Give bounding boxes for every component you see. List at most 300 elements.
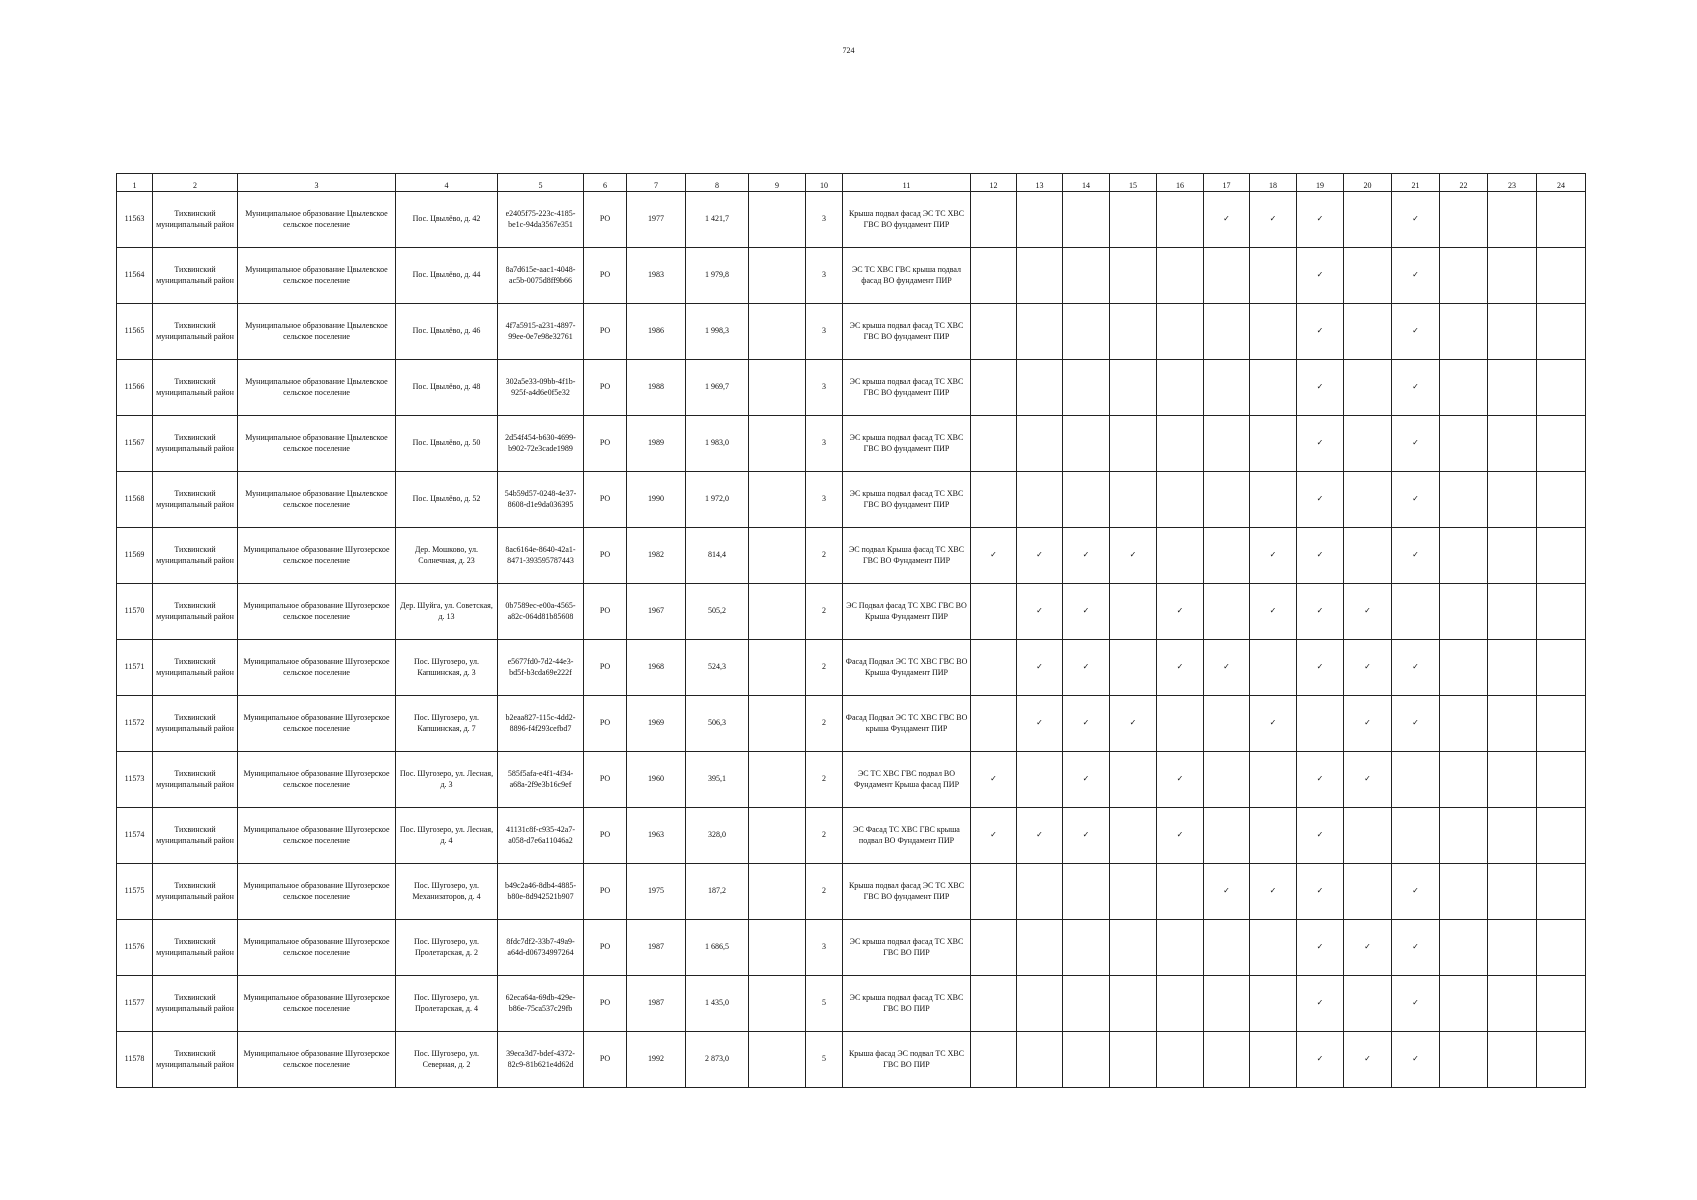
year-cell: 1986 <box>627 304 686 360</box>
empty-check-cell <box>971 976 1017 1032</box>
empty-check-cell <box>1110 360 1157 416</box>
district-cell: Тихвинский муниципальный район <box>153 472 238 528</box>
empty-check-cell <box>1440 416 1488 472</box>
table-row <box>117 864 1586 920</box>
table-row <box>117 920 1586 976</box>
district-cell: Тихвинский муниципальный район <box>153 696 238 752</box>
guid-cell: 62eca64a-69db-429e-b86e-75ca537c29fb <box>498 976 584 1032</box>
empty-check-cell <box>971 920 1017 976</box>
check-mark-icon: ✓ <box>1297 640 1344 696</box>
type-cell: РО <box>584 864 627 920</box>
empty-check-cell <box>1110 248 1157 304</box>
empty-check-cell <box>1440 864 1488 920</box>
district-cell: Тихвинский муниципальный район <box>153 976 238 1032</box>
check-mark-icon: ✓ <box>1063 752 1110 808</box>
empty-check-cell <box>1110 808 1157 864</box>
floors-cell: 3 <box>806 472 843 528</box>
municipality-cell: Муниципальное образование Шугозерское сельское поселение <box>238 1032 396 1088</box>
guid-cell: b49c2a46-8db4-4885-b80e-8d942521b907 <box>498 864 584 920</box>
empty-check-cell <box>1297 696 1344 752</box>
empty-check-cell <box>1440 808 1488 864</box>
address-cell: Пос. Шугозеро, ул. Механизаторов, д. 4 <box>396 864 498 920</box>
row-number: 11572 <box>117 696 153 752</box>
empty-check-cell <box>1204 920 1250 976</box>
address-cell: Пос. Цвылёво, д. 52 <box>396 472 498 528</box>
empty-check-cell <box>1063 976 1110 1032</box>
address-cell: Пос. Цвылёво, д. 46 <box>396 304 498 360</box>
empty-check-cell <box>1017 192 1063 248</box>
empty-check-cell <box>1440 640 1488 696</box>
empty-check-cell <box>1537 528 1586 584</box>
year-cell: 1982 <box>627 528 686 584</box>
table-row <box>117 192 1586 248</box>
column-number: 23 <box>1488 174 1537 192</box>
empty-check-cell <box>1157 192 1204 248</box>
area-cell: 1 983,0 <box>686 416 749 472</box>
empty-check-cell <box>1537 192 1586 248</box>
empty-check-cell <box>1250 976 1297 1032</box>
table-row <box>117 360 1586 416</box>
empty-check-cell <box>1392 808 1440 864</box>
empty-check-cell <box>971 1032 1017 1088</box>
address-cell: Пос. Шугозеро, ул. Северная, д. 2 <box>396 1032 498 1088</box>
guid-cell: 54b59d57-0248-4e37-8608-d1e9da036395 <box>498 472 584 528</box>
area-cell: 187,2 <box>686 864 749 920</box>
check-mark-icon: ✓ <box>1063 584 1110 640</box>
empty-check-cell <box>1017 472 1063 528</box>
floors-cell: 2 <box>806 864 843 920</box>
empty-check-cell <box>1488 752 1537 808</box>
guid-cell: e2405f75-223c-4185-be1c-94da3567e351 <box>498 192 584 248</box>
empty-check-cell <box>1250 640 1297 696</box>
district-cell: Тихвинский муниципальный район <box>153 248 238 304</box>
year-cell: 1990 <box>627 472 686 528</box>
floors-cell: 3 <box>806 192 843 248</box>
column-number: 18 <box>1250 174 1297 192</box>
type-cell: РО <box>584 752 627 808</box>
type-cell: РО <box>584 472 627 528</box>
empty-check-cell <box>1157 416 1204 472</box>
empty-check-cell <box>1110 584 1157 640</box>
district-cell: Тихвинский муниципальный район <box>153 304 238 360</box>
municipality-cell: Муниципальное образование Шугозерское сельское поселение <box>238 864 396 920</box>
empty-check-cell <box>1017 752 1063 808</box>
row-number: 11565 <box>117 304 153 360</box>
guid-cell: 2d54f454-b630-4699-b902-72e3cade1989 <box>498 416 584 472</box>
check-mark-icon: ✓ <box>1392 640 1440 696</box>
empty-check-cell <box>971 696 1017 752</box>
check-mark-icon: ✓ <box>1297 808 1344 864</box>
check-mark-icon: ✓ <box>1344 640 1392 696</box>
area-cell: 506,3 <box>686 696 749 752</box>
check-mark-icon: ✓ <box>971 528 1017 584</box>
empty-check-cell <box>1488 808 1537 864</box>
empty-check-cell <box>1110 416 1157 472</box>
check-mark-icon: ✓ <box>1157 808 1204 864</box>
check-mark-icon: ✓ <box>1250 864 1297 920</box>
page-number: 724 <box>842 46 855 55</box>
row-number: 11563 <box>117 192 153 248</box>
col9-cell <box>749 360 806 416</box>
empty-check-cell <box>1017 976 1063 1032</box>
address-cell: Дер. Шуйга, ул. Советская, д. 13 <box>396 584 498 640</box>
empty-check-cell <box>1440 1032 1488 1088</box>
floors-cell: 2 <box>806 584 843 640</box>
empty-check-cell <box>1157 864 1204 920</box>
col9-cell <box>749 864 806 920</box>
address-cell: Пос. Шугозеро, ул. Пролетарская, д. 4 <box>396 976 498 1032</box>
floors-cell: 5 <box>806 1032 843 1088</box>
row-number: 11575 <box>117 864 153 920</box>
empty-check-cell <box>971 248 1017 304</box>
empty-check-cell <box>1488 920 1537 976</box>
check-mark-icon: ✓ <box>1297 360 1344 416</box>
col9-cell <box>749 976 806 1032</box>
check-mark-icon: ✓ <box>1250 528 1297 584</box>
check-mark-icon: ✓ <box>1017 584 1063 640</box>
empty-check-cell <box>1204 976 1250 1032</box>
check-mark-icon: ✓ <box>1297 472 1344 528</box>
check-mark-icon: ✓ <box>1297 304 1344 360</box>
works-cell: Крыша подвал фасад ЭС ТС ХВС ГВС ВО фундамент ПИР <box>843 192 971 248</box>
empty-check-cell <box>1488 584 1537 640</box>
empty-check-cell <box>1440 920 1488 976</box>
column-number: 24 <box>1537 174 1586 192</box>
empty-check-cell <box>1488 528 1537 584</box>
guid-cell: 41131c8f-c935-42a7-a058-d7e6a11046a2 <box>498 808 584 864</box>
works-cell: ЭС крыша подвал фасад ТС ХВС ГВС ВО ПИР <box>843 976 971 1032</box>
check-mark-icon: ✓ <box>1297 976 1344 1032</box>
address-cell: Пос. Цвылёво, д. 50 <box>396 416 498 472</box>
empty-check-cell <box>1017 864 1063 920</box>
column-number: 10 <box>806 174 843 192</box>
empty-check-cell <box>1063 472 1110 528</box>
empty-check-cell <box>1250 416 1297 472</box>
empty-check-cell <box>1537 976 1586 1032</box>
year-cell: 1987 <box>627 920 686 976</box>
guid-cell: 8fdc7df2-33b7-49a9-a64d-d06734997264 <box>498 920 584 976</box>
empty-check-cell <box>1204 416 1250 472</box>
empty-check-cell <box>1157 696 1204 752</box>
empty-check-cell <box>1488 472 1537 528</box>
empty-check-cell <box>1110 920 1157 976</box>
empty-check-cell <box>1537 864 1586 920</box>
empty-check-cell <box>1017 304 1063 360</box>
column-number: 16 <box>1157 174 1204 192</box>
empty-check-cell <box>1537 360 1586 416</box>
empty-check-cell <box>1063 360 1110 416</box>
empty-check-cell <box>1440 248 1488 304</box>
works-cell: ЭС крыша подвал фасад ТС ХВС ГВС ВО фундамент ПИР <box>843 416 971 472</box>
empty-check-cell <box>1537 304 1586 360</box>
table-row <box>117 304 1586 360</box>
empty-check-cell <box>1344 528 1392 584</box>
check-mark-icon: ✓ <box>1017 808 1063 864</box>
district-cell: Тихвинский муниципальный район <box>153 808 238 864</box>
floors-cell: 2 <box>806 752 843 808</box>
empty-check-cell <box>1204 304 1250 360</box>
floors-cell: 3 <box>806 248 843 304</box>
empty-check-cell <box>971 584 1017 640</box>
year-cell: 1992 <box>627 1032 686 1088</box>
area-cell: 505,2 <box>686 584 749 640</box>
guid-cell: 39eca3d7-bdef-4372-82c9-81b621e4d62d <box>498 1032 584 1088</box>
column-number: 7 <box>627 174 686 192</box>
type-cell: РО <box>584 584 627 640</box>
check-mark-icon: ✓ <box>1250 192 1297 248</box>
empty-check-cell <box>971 360 1017 416</box>
check-mark-icon: ✓ <box>1250 696 1297 752</box>
col9-cell <box>749 640 806 696</box>
col9-cell <box>749 584 806 640</box>
row-number: 11564 <box>117 248 153 304</box>
check-mark-icon: ✓ <box>1392 528 1440 584</box>
floors-cell: 2 <box>806 528 843 584</box>
empty-check-cell <box>1017 1032 1063 1088</box>
works-cell: Крыша подвал фасад ЭС ТС ХВС ГВС ВО фундамент ПИР <box>843 864 971 920</box>
year-cell: 1967 <box>627 584 686 640</box>
empty-check-cell <box>1537 1032 1586 1088</box>
empty-check-cell <box>1204 528 1250 584</box>
column-number: 12 <box>971 174 1017 192</box>
empty-check-cell <box>971 304 1017 360</box>
check-mark-icon: ✓ <box>1297 584 1344 640</box>
column-number: 5 <box>498 174 584 192</box>
empty-check-cell <box>1250 1032 1297 1088</box>
municipality-cell: Муниципальное образование Шугозерское сельское поселение <box>238 584 396 640</box>
empty-check-cell <box>971 640 1017 696</box>
empty-check-cell <box>1110 1032 1157 1088</box>
check-mark-icon: ✓ <box>1204 192 1250 248</box>
empty-check-cell <box>1157 528 1204 584</box>
works-cell: ЭС ТС ХВС ГВС крыша подвал фасад ВО фундамент ПИР <box>843 248 971 304</box>
district-cell: Тихвинский муниципальный район <box>153 192 238 248</box>
column-number: 2 <box>153 174 238 192</box>
municipality-cell: Муниципальное образование Цвылевское сельское поселение <box>238 192 396 248</box>
district-cell: Тихвинский муниципальный район <box>153 752 238 808</box>
check-mark-icon: ✓ <box>1297 864 1344 920</box>
check-mark-icon: ✓ <box>1392 864 1440 920</box>
guid-cell: e5677fd0-7d2-44e3-bd5f-b3cda69e222f <box>498 640 584 696</box>
check-mark-icon: ✓ <box>971 752 1017 808</box>
empty-check-cell <box>1250 304 1297 360</box>
floors-cell: 3 <box>806 360 843 416</box>
district-cell: Тихвинский муниципальный район <box>153 584 238 640</box>
empty-check-cell <box>1250 360 1297 416</box>
check-mark-icon: ✓ <box>1250 584 1297 640</box>
year-cell: 1983 <box>627 248 686 304</box>
type-cell: РО <box>584 528 627 584</box>
year-cell: 1977 <box>627 192 686 248</box>
empty-check-cell <box>1344 864 1392 920</box>
floors-cell: 3 <box>806 416 843 472</box>
guid-cell: 302a5e33-09bb-4f1b-925f-a4d6e0f5e32 <box>498 360 584 416</box>
empty-check-cell <box>1157 472 1204 528</box>
check-mark-icon: ✓ <box>1392 472 1440 528</box>
district-cell: Тихвинский муниципальный район <box>153 528 238 584</box>
empty-check-cell <box>1344 192 1392 248</box>
empty-check-cell <box>1344 360 1392 416</box>
empty-check-cell <box>1344 976 1392 1032</box>
check-mark-icon: ✓ <box>1392 696 1440 752</box>
empty-check-cell <box>971 864 1017 920</box>
empty-check-cell <box>1537 472 1586 528</box>
area-cell: 1 998,3 <box>686 304 749 360</box>
table-row <box>117 1032 1586 1088</box>
municipality-cell: Муниципальное образование Шугозерское сельское поселение <box>238 808 396 864</box>
works-cell: Фасад Подвал ЭС ТС ХВС ГВС ВО Крыша Фундамент ПИР <box>843 640 971 696</box>
table-row <box>117 640 1586 696</box>
municipality-cell: Муниципальное образование Шугозерское сельское поселение <box>238 640 396 696</box>
check-mark-icon: ✓ <box>1344 696 1392 752</box>
check-mark-icon: ✓ <box>1110 696 1157 752</box>
column-number-row <box>117 174 1586 192</box>
col9-cell <box>749 808 806 864</box>
municipality-cell: Муниципальное образование Шугозерское сельское поселение <box>238 920 396 976</box>
col9-cell <box>749 1032 806 1088</box>
empty-check-cell <box>1250 752 1297 808</box>
type-cell: РО <box>584 976 627 1032</box>
year-cell: 1969 <box>627 696 686 752</box>
empty-check-cell <box>1204 248 1250 304</box>
column-number: 1 <box>117 174 153 192</box>
empty-check-cell <box>1250 808 1297 864</box>
empty-check-cell <box>1204 752 1250 808</box>
municipality-cell: Муниципальное образование Цвылевское сельское поселение <box>238 416 396 472</box>
check-mark-icon: ✓ <box>971 808 1017 864</box>
works-cell: ЭС крыша подвал фасад ТС ХВС ГВС ВО ПИР <box>843 920 971 976</box>
floors-cell: 5 <box>806 976 843 1032</box>
guid-cell: 8a7d615e-aac1-4048-ac5b-0075d8ff9b66 <box>498 248 584 304</box>
floors-cell: 2 <box>806 640 843 696</box>
area-cell: 395,1 <box>686 752 749 808</box>
column-number: 17 <box>1204 174 1250 192</box>
empty-check-cell <box>1440 528 1488 584</box>
column-number: 20 <box>1344 174 1392 192</box>
empty-check-cell <box>1440 752 1488 808</box>
check-mark-icon: ✓ <box>1344 920 1392 976</box>
row-number: 11568 <box>117 472 153 528</box>
empty-check-cell <box>1488 360 1537 416</box>
empty-check-cell <box>1204 1032 1250 1088</box>
municipality-cell: Муниципальное образование Шугозерское сельское поселение <box>238 976 396 1032</box>
empty-check-cell <box>1344 416 1392 472</box>
row-number: 11576 <box>117 920 153 976</box>
area-cell: 1 972,0 <box>686 472 749 528</box>
empty-check-cell <box>1157 360 1204 416</box>
empty-check-cell <box>1440 584 1488 640</box>
check-mark-icon: ✓ <box>1063 808 1110 864</box>
check-mark-icon: ✓ <box>1392 248 1440 304</box>
empty-check-cell <box>1017 920 1063 976</box>
empty-check-cell <box>1250 248 1297 304</box>
empty-check-cell <box>1488 248 1537 304</box>
type-cell: РО <box>584 808 627 864</box>
empty-check-cell <box>1440 304 1488 360</box>
empty-check-cell <box>1440 192 1488 248</box>
check-mark-icon: ✓ <box>1392 360 1440 416</box>
area-cell: 1 435,0 <box>686 976 749 1032</box>
floors-cell: 3 <box>806 920 843 976</box>
empty-check-cell <box>1157 1032 1204 1088</box>
district-cell: Тихвинский муниципальный район <box>153 864 238 920</box>
type-cell: РО <box>584 696 627 752</box>
address-cell: Пос. Цвылёво, д. 48 <box>396 360 498 416</box>
type-cell: РО <box>584 416 627 472</box>
check-mark-icon: ✓ <box>1157 752 1204 808</box>
year-cell: 1960 <box>627 752 686 808</box>
empty-check-cell <box>1110 976 1157 1032</box>
empty-check-cell <box>1488 1032 1537 1088</box>
type-cell: РО <box>584 360 627 416</box>
empty-check-cell <box>1017 416 1063 472</box>
col9-cell <box>749 192 806 248</box>
check-mark-icon: ✓ <box>1204 640 1250 696</box>
district-cell: Тихвинский муниципальный район <box>153 640 238 696</box>
municipality-cell: Муниципальное образование Шугозерское сельское поселение <box>238 752 396 808</box>
empty-check-cell <box>1440 360 1488 416</box>
check-mark-icon: ✓ <box>1157 584 1204 640</box>
guid-cell: b2eaa827-115c-4dd2-8896-f4f293cefbd7 <box>498 696 584 752</box>
works-cell: Крыша фасад ЭС подвал ТС ХВС ГВС ВО ПИР <box>843 1032 971 1088</box>
table-row <box>117 808 1586 864</box>
check-mark-icon: ✓ <box>1017 528 1063 584</box>
works-cell: ЭС подвал Крыша фасад ТС ХВС ГВС ВО Фундамент ПИР <box>843 528 971 584</box>
empty-check-cell <box>1063 864 1110 920</box>
row-number: 11578 <box>117 1032 153 1088</box>
register-table <box>116 173 1586 1088</box>
municipality-cell: Муниципальное образование Цвылевское сельское поселение <box>238 304 396 360</box>
area-cell: 2 873,0 <box>686 1032 749 1088</box>
type-cell: РО <box>584 920 627 976</box>
year-cell: 1968 <box>627 640 686 696</box>
empty-check-cell <box>1204 472 1250 528</box>
empty-check-cell <box>1537 248 1586 304</box>
works-cell: ЭС крыша подвал фасад ТС ХВС ГВС ВО фундамент ПИР <box>843 360 971 416</box>
row-number: 11566 <box>117 360 153 416</box>
works-cell: ЭС крыша подвал фасад ТС ХВС ГВС ВО фундамент ПИР <box>843 304 971 360</box>
empty-check-cell <box>1344 248 1392 304</box>
empty-check-cell <box>1063 192 1110 248</box>
col9-cell <box>749 472 806 528</box>
floors-cell: 2 <box>806 696 843 752</box>
empty-check-cell <box>1537 640 1586 696</box>
floors-cell: 3 <box>806 304 843 360</box>
empty-check-cell <box>1204 584 1250 640</box>
empty-check-cell <box>1537 920 1586 976</box>
empty-check-cell <box>1537 752 1586 808</box>
table-row <box>117 416 1586 472</box>
check-mark-icon: ✓ <box>1017 696 1063 752</box>
check-mark-icon: ✓ <box>1392 976 1440 1032</box>
floors-cell: 2 <box>806 808 843 864</box>
check-mark-icon: ✓ <box>1392 1032 1440 1088</box>
empty-check-cell <box>1157 248 1204 304</box>
empty-check-cell <box>1537 584 1586 640</box>
check-mark-icon: ✓ <box>1297 416 1344 472</box>
col9-cell <box>749 528 806 584</box>
area-cell: 1 979,8 <box>686 248 749 304</box>
guid-cell: 585f5afa-e4f1-4f34-a68a-2f9e3b16c9ef <box>498 752 584 808</box>
empty-check-cell <box>1344 808 1392 864</box>
col9-cell <box>749 752 806 808</box>
col9-cell <box>749 416 806 472</box>
row-number: 11573 <box>117 752 153 808</box>
works-cell: ЭС Подвал фасад ТС ХВС ГВС ВО Крыша Фундамент ПИР <box>843 584 971 640</box>
check-mark-icon: ✓ <box>1392 416 1440 472</box>
works-cell: ЭС Фасад ТС ХВС ГВС крыша подвал ВО Фундамент ПИР <box>843 808 971 864</box>
area-cell: 328,0 <box>686 808 749 864</box>
